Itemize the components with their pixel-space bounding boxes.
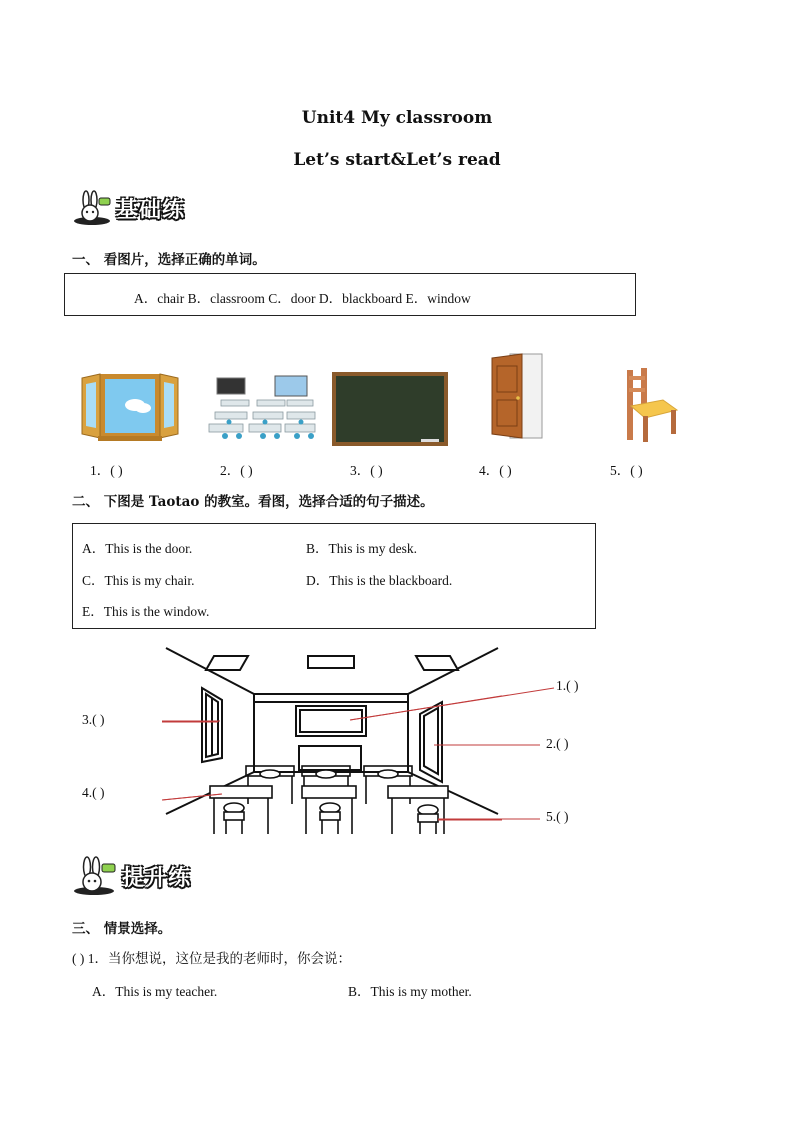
diagram-blank-3[interactable]: 3.( ) <box>82 712 105 727</box>
answer-blank-2[interactable]: 2．( ) <box>220 463 253 478</box>
option-b: B．This is my desk. <box>306 541 418 556</box>
window-picture <box>80 370 180 442</box>
door-picture <box>488 352 544 442</box>
page-subtitle: Let’s start&Let’s read <box>293 150 501 170</box>
option-e: E．This is the window. <box>82 604 210 619</box>
badge-label: 提升练 <box>122 865 192 891</box>
section-2-heading: 二、 下图是 Taotao 的教室。看图，选择合适的句子描述。 <box>72 494 434 510</box>
pointer-line-1 <box>350 686 555 726</box>
question-1-option-b[interactable]: B．This is my mother. <box>348 984 472 999</box>
chair-picture <box>617 366 681 444</box>
diagram-blank-5[interactable]: 5.( ) <box>546 809 569 824</box>
answer-blank-5[interactable]: 5．( ) <box>610 463 643 478</box>
answer-blank-1[interactable]: 1．( ) <box>90 463 123 478</box>
answer-blank-3[interactable]: 3．( ) <box>350 463 383 478</box>
sentence-options-box <box>72 523 596 629</box>
option-c: C．This is my chair. <box>82 573 195 588</box>
pointer-line-2 <box>434 744 542 748</box>
question-1-option-a[interactable]: A．This is my teacher. <box>92 984 218 999</box>
diagram-blank-2[interactable]: 2.( ) <box>546 736 569 751</box>
section-1-heading: 一、 看图片，选择正确的单词。 <box>72 252 266 268</box>
question-1: ( ) 1．当你想说，这位是我的老师时，你会说： <box>72 951 351 966</box>
basic-practice-badge <box>72 190 185 226</box>
badge-label: 基础练 <box>116 197 186 223</box>
option-d: D．This is the blackboard. <box>306 573 453 588</box>
advanced-practice-badge <box>72 856 191 896</box>
diagram-blank-4[interactable]: 4.( ) <box>82 785 105 800</box>
section-3-heading: 三、 情景选择。 <box>72 921 172 937</box>
word-options-box <box>64 273 636 316</box>
word-options: A．chair B．classroom C．door D．blackboard E．window <box>134 291 471 306</box>
option-a: A．This is the door. <box>82 541 193 556</box>
answer-blank-4[interactable]: 4．( ) <box>479 463 512 478</box>
blackboard-picture <box>331 371 449 447</box>
classroom-drawing <box>162 644 502 840</box>
pointer-line-3 <box>162 720 222 724</box>
rabbit-icon <box>72 190 112 226</box>
pointer-line-5 <box>438 818 542 822</box>
rabbit-icon <box>72 856 118 896</box>
classroom-picture <box>205 374 317 442</box>
page-title: Unit4 My classroom <box>301 108 493 128</box>
pointer-line-4 <box>162 792 224 802</box>
diagram-blank-1[interactable]: 1.( ) <box>556 678 579 693</box>
